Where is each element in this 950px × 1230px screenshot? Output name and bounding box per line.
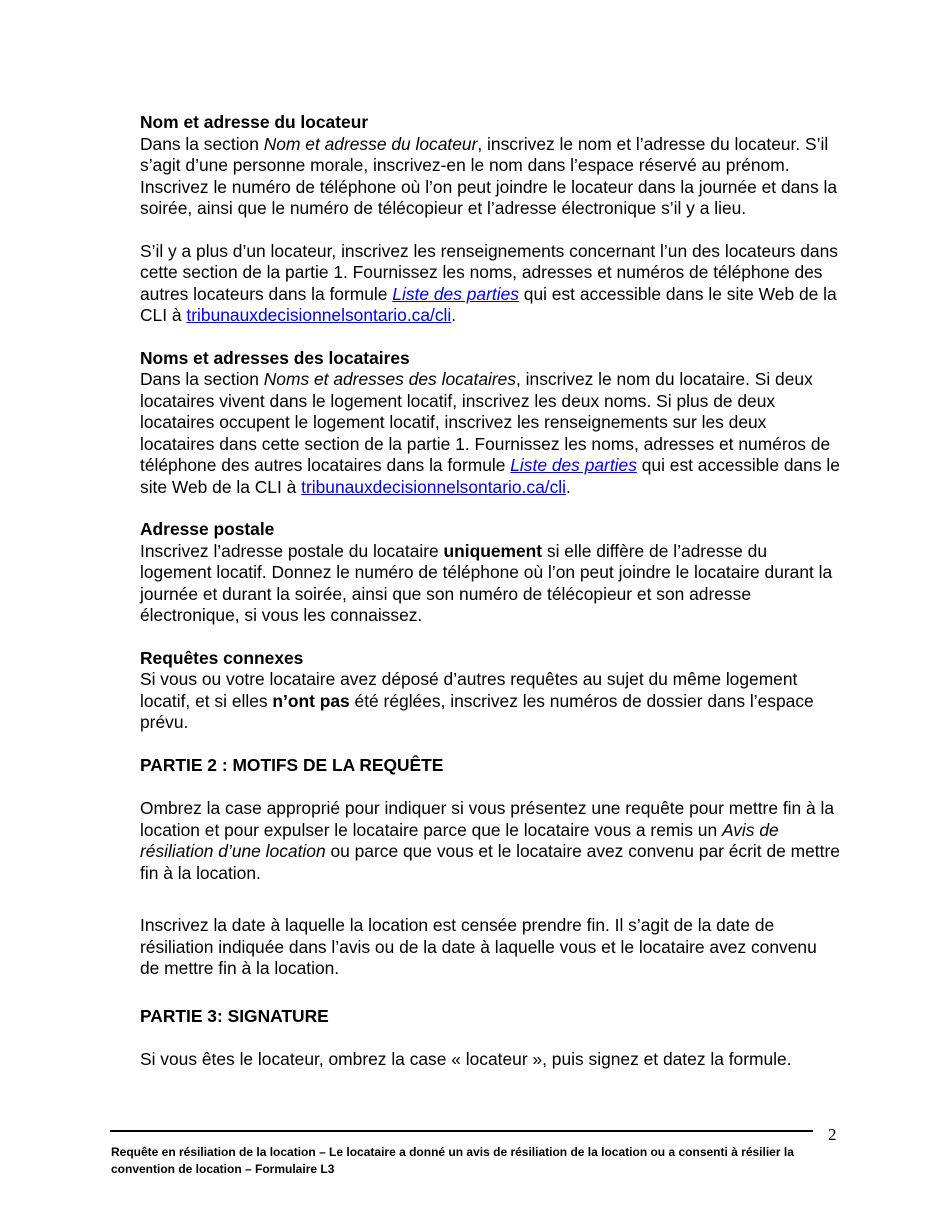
paragraph-part3-signature: Si vous êtes le locateur, ombrez la case « locateur », puis signez et datez la formule. xyxy=(140,1049,792,1069)
part-2-heading: PARTIE 2 : MOTIFS DE LA REQUÊTE xyxy=(140,754,444,775)
paragraph-part2-date: Inscrivez la date à laquelle la location est censée prendre fin. Il s’agit de la date de résiliation indiquée dans l’avis ou de la date à laquelle vous et le locataire avez convenu de mettre fin à la location. xyxy=(140,915,817,978)
section-heading-landlord: Nom et adresse du locateur xyxy=(140,112,369,132)
italic-text: Avis de résiliation d’une location xyxy=(140,819,779,861)
bold-text: uniquement xyxy=(443,540,543,561)
italic-text: Noms et adresses des locataires xyxy=(263,369,517,389)
paragraph-postal-address xyxy=(140,541,840,627)
text: Dans la section xyxy=(140,369,264,389)
text: Ombrez la case approprié pour indiquer si vous présentez une requête pour mettre fin à la location et pour expulser le locataire parce que le locataire vous a remis un xyxy=(140,798,835,840)
link-liste-des-parties[interactable]: Liste des parties xyxy=(392,283,519,304)
text: Inscrivez l’adresse postale du locataire xyxy=(140,540,444,561)
paragraph-landlord-info xyxy=(140,134,840,220)
paragraph-part2-reasons xyxy=(140,798,840,884)
text: ou parce que vous et le locataire avez convenu par écrit de mettre fin à la location. xyxy=(140,841,840,883)
text: qui est accessible dans le site Web de la CLI à xyxy=(140,283,837,325)
text: S’il y a plus d’un locateur, inscrivez les renseignements concernant l’un des locateurs dans cette section de la partie 1. Fournissez les noms, adresses et numéros de téléphone des autres locateurs dans la formule xyxy=(140,240,838,304)
paragraph-multiple-landlords xyxy=(140,241,840,327)
text: été réglées, inscrivez les numéros de dossier dans l’espace prévu. xyxy=(140,690,814,732)
text: Dans la section xyxy=(140,133,264,154)
section-heading-related-applications: Requêtes connexes xyxy=(140,647,304,668)
italic-text: Nom et adresse du locateur xyxy=(263,133,478,154)
text: si elle diffère de l’adresse du logement locatif. Donnez le numéro de téléphone où l’on peut joindre le locataire durant la journée et durant la soirée, ainsi que son numéro de télécopieur et son adresse électronique, si vous les connaissez. xyxy=(140,540,833,625)
footer-divider xyxy=(110,1130,813,1132)
document-body xyxy=(140,112,840,1071)
text: qui est accessible dans le site Web de la CLI à xyxy=(140,455,840,497)
page-number: 2 xyxy=(828,1125,837,1144)
bold-text: n’ont pas xyxy=(272,690,350,711)
text: . xyxy=(566,476,571,497)
text: , inscrivez le nom et l’adresse du locateur. S’il s’agit d’une personne morale, inscrivez-en le nom dans l’espace réservé au prénom. Inscrivez le numéro de téléphone où l’on peut joindre le locateur dans la journée et dans la soirée, ainsi que le numéro de télécopieur et l’adresse électronique s’il y a lieu. xyxy=(140,133,838,218)
link-cli-website[interactable]: tribunauxdecisionnelsontario.ca/cli xyxy=(301,476,567,497)
paragraph-related-applications xyxy=(140,669,840,734)
link-liste-des-parties[interactable]: Liste des parties xyxy=(510,455,637,475)
text: , inscrivez le nom du locataire. Si deux locataires vivent dans le logement locatif, inscrivez les deux noms. Si plus de deux locataires occupent le logement locatif, inscrivez les renseignements sur les deux locataires dans cette section de la partie 1. Fournissez les noms, adresses et numéros de téléphone des autres locataires dans la formule xyxy=(140,369,831,475)
section-heading-postal-address: Adresse postale xyxy=(140,519,275,539)
text: Si vous ou votre locataire avez déposé d’autres requêtes au sujet du même logement locatif, et si elles xyxy=(140,669,798,711)
section-heading-tenants: Noms et adresses des locataires xyxy=(140,347,410,368)
part-3-heading: PARTIE 3: SIGNATURE xyxy=(140,1005,329,1026)
text: . xyxy=(451,305,457,325)
footer-form-title: Requête en résiliation de la location – Le locataire a donné un avis de résiliation de la location ou a consenti à résilier la convention de location – Formulaire L3 xyxy=(111,1145,794,1176)
paragraph-tenants-info xyxy=(140,369,840,498)
link-cli-website[interactable]: tribunauxdecisionnelsontario.ca/cli xyxy=(186,305,452,325)
